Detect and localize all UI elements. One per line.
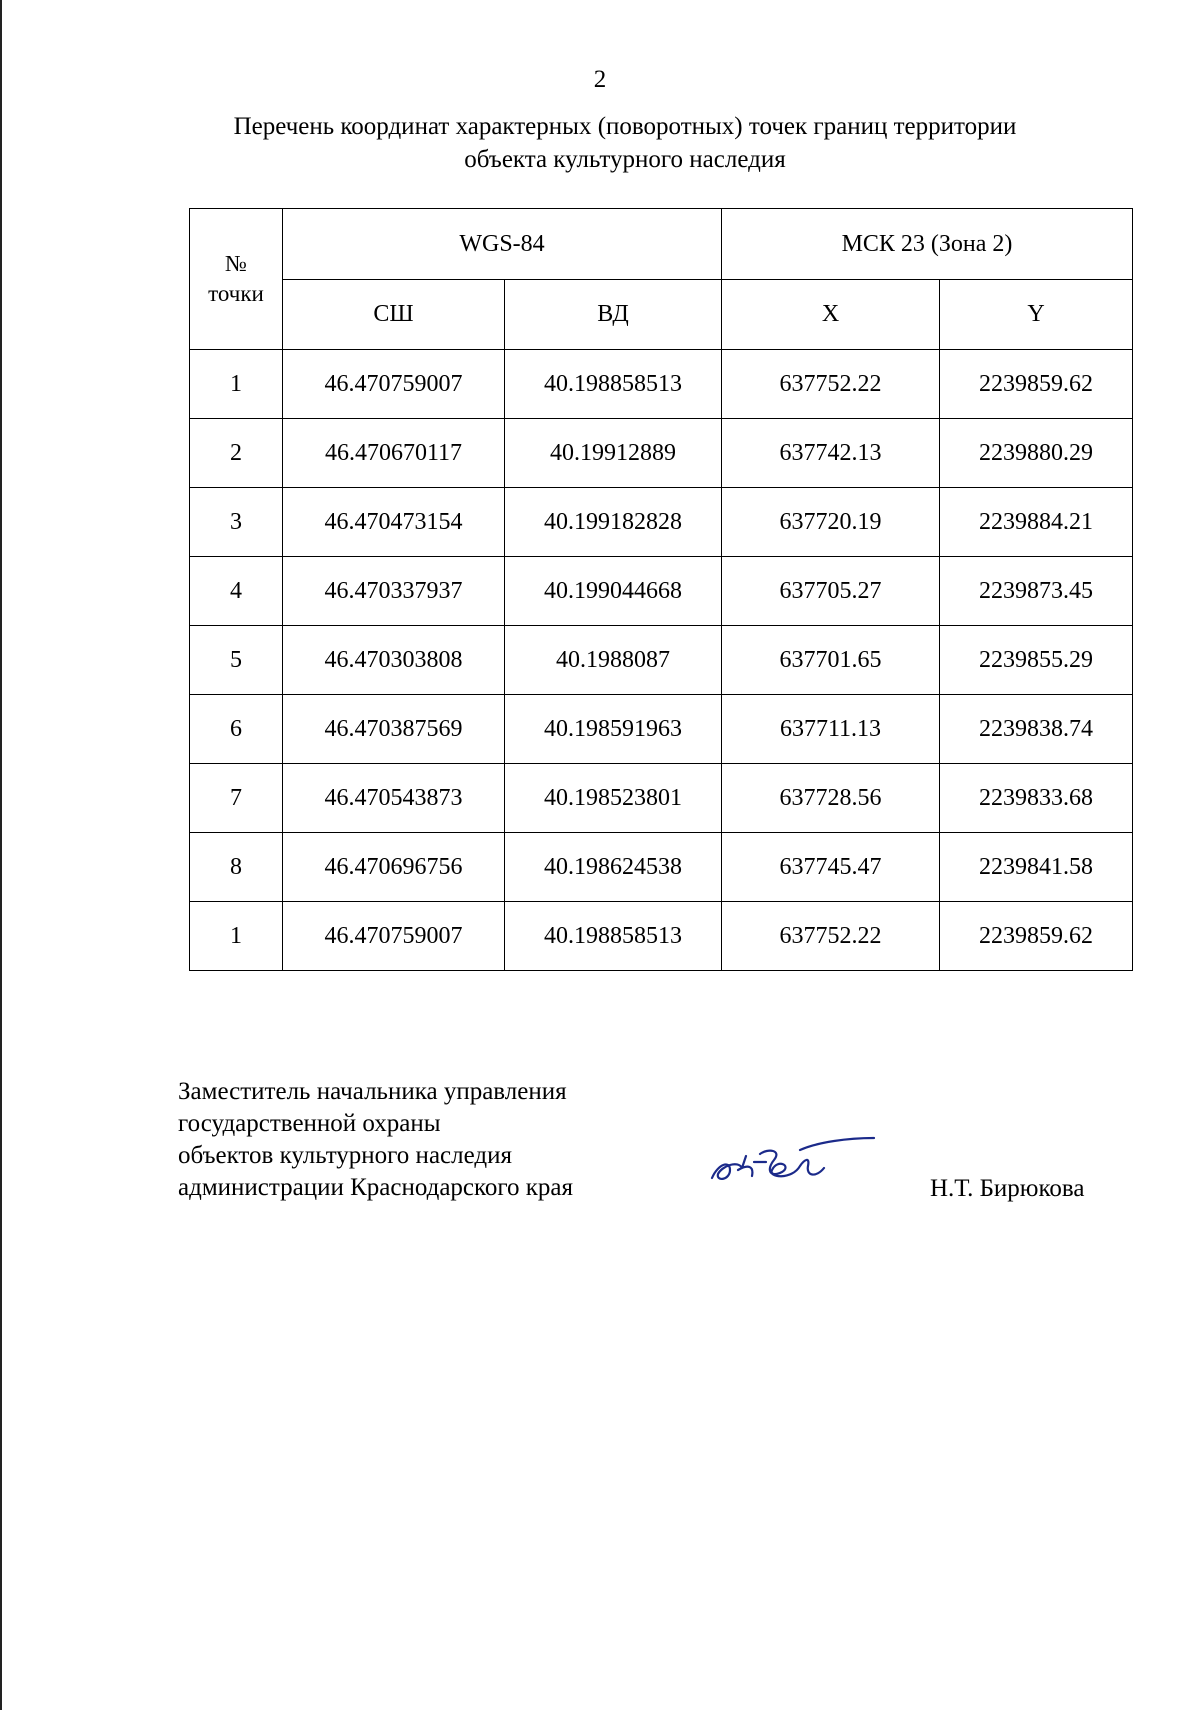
table-row (190, 419, 1133, 488)
table-body (190, 350, 1133, 971)
signer-position (178, 1076, 573, 1204)
header-y: Y (940, 280, 1133, 350)
cell-x: 637705.27 (722, 557, 940, 626)
cell-latitude: 46.470759007 (283, 902, 505, 971)
handwritten-signature (708, 1126, 878, 1186)
table-row (190, 902, 1133, 971)
signer-position-line-4: администрации Краснодарского края (178, 1174, 574, 1201)
header-msk23: МСК 23 (Зона 2) (722, 209, 1133, 280)
header-latitude: СШ (283, 280, 505, 350)
cell-y: 2239884.21 (940, 488, 1133, 557)
cell-latitude: 46.470759007 (283, 350, 505, 419)
cell-longitude: 40.198624538 (505, 833, 722, 902)
table-row (190, 557, 1133, 626)
cell-x: 637711.13 (722, 695, 940, 764)
cell-point-number: 8 (190, 833, 283, 902)
cell-latitude: 46.470543873 (283, 764, 505, 833)
signer-position-line-2: государственной охраны (178, 1110, 441, 1137)
cell-point-number: 1 (190, 902, 283, 971)
cell-x: 637752.22 (722, 902, 940, 971)
cell-longitude: 40.199044668 (505, 557, 722, 626)
title-line-1: Перечень координат характерных (поворотных) точек границ территории (233, 113, 1017, 140)
cell-latitude: 46.470337937 (283, 557, 505, 626)
signer-position-line-3: объектов культурного наследия (178, 1142, 512, 1169)
table-row (190, 350, 1133, 419)
title-line-2: объекта культурного наследия (464, 146, 786, 173)
coordinates-table (189, 208, 1133, 971)
cell-longitude: 40.198858513 (505, 350, 722, 419)
cell-x: 637728.56 (722, 764, 940, 833)
cell-point-number: 2 (190, 419, 283, 488)
cell-y: 2239855.29 (940, 626, 1133, 695)
cell-point-number: 1 (190, 350, 283, 419)
cell-point-number: 3 (190, 488, 283, 557)
cell-point-number: 7 (190, 764, 283, 833)
table-row (190, 488, 1133, 557)
cell-latitude: 46.470696756 (283, 833, 505, 902)
cell-point-number: 5 (190, 626, 283, 695)
signer-name: Н.Т. Бирюкова (930, 1175, 1085, 1202)
cell-latitude: 46.470473154 (283, 488, 505, 557)
cell-x: 637745.47 (722, 833, 940, 902)
page-left-edge (0, 0, 2, 1710)
cell-latitude: 46.470670117 (283, 419, 505, 488)
cell-x: 637701.65 (722, 626, 940, 695)
cell-point-number: 6 (190, 695, 283, 764)
cell-latitude: 46.470303808 (283, 626, 505, 695)
cell-y: 2239833.68 (940, 764, 1133, 833)
cell-y: 2239873.45 (940, 557, 1133, 626)
page-number: 2 (593, 66, 607, 93)
cell-x: 637720.19 (722, 488, 940, 557)
cell-longitude: 40.198523801 (505, 764, 722, 833)
cell-longitude: 40.198591963 (505, 695, 722, 764)
cell-y: 2239880.29 (940, 419, 1133, 488)
cell-y: 2239838.74 (940, 695, 1133, 764)
header-longitude: ВД (505, 280, 722, 350)
cell-longitude: 40.1988087 (505, 626, 722, 695)
cell-point-number: 4 (190, 557, 283, 626)
cell-longitude: 40.199182828 (505, 488, 722, 557)
cell-x: 637742.13 (722, 419, 940, 488)
table-row (190, 626, 1133, 695)
cell-longitude: 40.19912889 (505, 419, 722, 488)
cell-latitude: 46.470387569 (283, 695, 505, 764)
table-row (190, 695, 1133, 764)
signer-position-line-1: Заместитель начальника управления (178, 1078, 567, 1105)
header-point-number: № точки (190, 209, 283, 350)
cell-y: 2239859.62 (940, 350, 1133, 419)
header-x: X (722, 280, 940, 350)
document-title (150, 110, 1100, 176)
cell-longitude: 40.198858513 (505, 902, 722, 971)
cell-y: 2239859.62 (940, 902, 1133, 971)
header-wgs84: WGS-84 (283, 209, 722, 280)
table-row (190, 764, 1133, 833)
cell-y: 2239841.58 (940, 833, 1133, 902)
table-row (190, 833, 1133, 902)
cell-x: 637752.22 (722, 350, 940, 419)
